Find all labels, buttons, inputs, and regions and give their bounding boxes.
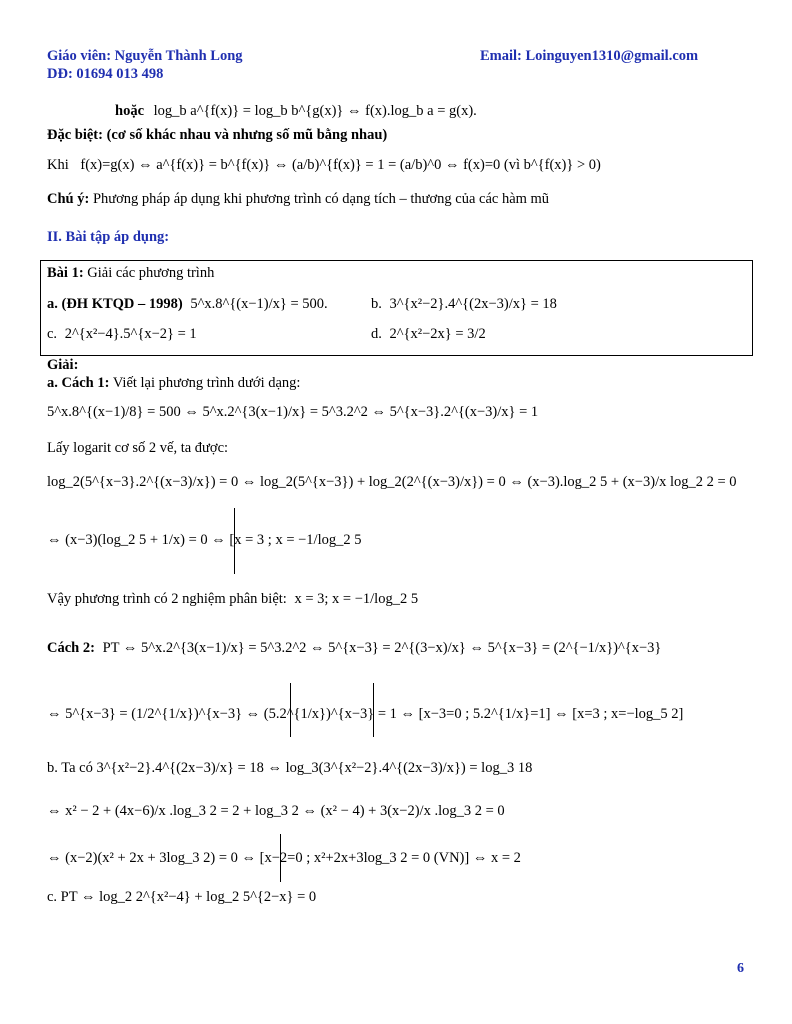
khi-formula: f(x)=g(x) ⇔ a^{f(x)} = b^{f(x)} ⇔ (a/b)^{f(x)} = 1 = (a/b)^0 ⇔ f(x)=0 (vì b^{f(x)} > 0) xyxy=(80,157,601,173)
take-log-text: Lấy logarit cơ số 2 vế, ta được: xyxy=(47,440,229,456)
conclusion-text: Vậy phương trình có 2 nghiệm phân biệt: xyxy=(47,591,287,607)
problem-a-equation: 5^x.8^{(x−1)/x} = 500. xyxy=(190,296,328,312)
problem-c xyxy=(47,326,197,343)
page-number: 6 xyxy=(737,961,744,976)
part-b-line-2: ⇔ x² − 2 + (4x−6)/x .log_3 2 = 2 + log_3 2 ⇔ (x² − 4) + 3(x−2)/x .log_3 2 = 0 xyxy=(47,803,505,819)
method2-label: Cách 2: xyxy=(47,640,95,656)
teacher-phone: DĐ: 01694 013 498 xyxy=(47,66,164,82)
problem-a xyxy=(47,296,328,313)
problem-d xyxy=(371,326,486,343)
method1-line xyxy=(47,375,300,392)
problem-d-label: d. xyxy=(371,326,382,342)
solution-heading: Giải: xyxy=(47,357,79,373)
method2-line xyxy=(47,640,661,657)
method1-text: Viết lại phương trình dưới dạng: xyxy=(112,375,301,391)
problem-c-equation: 2^{x²−4}.5^{x−2} = 1 xyxy=(64,326,197,342)
equation-a3: ⇔ (x−3)(log_2 5 + 1/x) = 0 ⇔ [x = 3 ; x = −1/log_2 5 xyxy=(47,532,362,548)
equation-a2: log_2(5^{x−3}.2^{(x−3)/x}) = 0 ⇔ log_2(5^{x−3}) + log_2(2^{(x−3)/x}) = 0 ⇔ (x−3).log_2 5 + (x−3)/x log_2 2 = 0 xyxy=(47,474,737,490)
conclusion-line xyxy=(47,591,418,608)
method1-label: a. Cách 1: xyxy=(47,375,110,391)
hoac-label: hoặc xyxy=(115,103,144,119)
problem-title xyxy=(47,265,214,282)
note-text: Phương pháp áp dụng khi phương trình có dạng tích – thương của các hàm mũ xyxy=(92,191,550,207)
part-b-line-1: b. Ta có 3^{x²−2}.4^{(2x−3)/x} = 18 ⇔ log_3(3^{x²−2}.4^{(2x−3)/x}) = log_3 18 xyxy=(47,760,533,776)
problem-b xyxy=(371,296,557,313)
khi-label: Khi xyxy=(47,157,69,173)
teacher-email: Email: Loinguyen1310@gmail.com xyxy=(480,48,699,64)
formula-line-khi xyxy=(47,157,601,174)
section-title: II. Bài tập áp dụng: xyxy=(47,229,170,245)
equation-a1: 5^x.8^{(x−1)/8} = 500 ⇔ 5^x.2^{3(x−1)/x} = 5^3.2^2 ⇔ 5^{x−3}.2^{(x−3)/x} = 1 xyxy=(47,404,539,420)
conclusion-math: x = 3; x = −1/log_2 5 xyxy=(294,591,419,607)
problem-label: Bài 1: xyxy=(47,265,84,281)
note-label: Chú ý: xyxy=(47,191,90,207)
problem-b-equation: 3^{x²−2}.4^{(2x−3)/x} = 18 xyxy=(389,296,557,312)
part-b-line-3: ⇔ (x−2)(x² + 2x + 3log_3 2) = 0 ⇔ [x−2=0 ; x²+2x+3log_3 2 = 0 (VN)] ⇔ x = 2 xyxy=(47,850,521,866)
teacher-name: Giáo viên: Nguyễn Thành Long xyxy=(47,48,243,64)
problem-a-label: a. (ĐH KTQD – 1998) xyxy=(47,296,183,312)
method2-equation-1: PT ⇔ 5^x.2^{3(x−1)/x} = 5^3.2^2 ⇔ 5^{x−3} = 2^{(3−x)/x} ⇔ 5^{x−3} = (2^{−1/x})^{x−3} xyxy=(102,640,662,656)
special-case-heading: Đặc biệt: (cơ số khác nhau và nhưng số mũ bằng nhau) xyxy=(47,127,388,143)
problem-d-equation: 2^{x²−2x} = 3/2 xyxy=(389,326,486,342)
formula-line-hoac xyxy=(115,103,477,120)
part-c-line-1: c. PT ⇔ log_2 2^{x²−4} + log_2 5^{2−x} = 0 xyxy=(47,889,317,905)
problem-instruction: Giải các phương trình xyxy=(87,265,215,281)
hoac-formula: log_b a^{f(x)} = log_b b^{g(x)} ⇔ f(x).log_b a = g(x). xyxy=(153,103,477,119)
note-line xyxy=(47,191,549,208)
problem-b-label: b. xyxy=(371,296,382,312)
problem-c-label: c. xyxy=(47,326,58,342)
method2-equation-2: ⇔ 5^{x−3} = (1/2^{1/x})^{x−3} ⇔ (5.2^{1/x})^{x−3} = 1 ⇔ [x−3=0 ; 5.2^{1/x}=1] ⇔ [x=3 ; x=−log_5 2] xyxy=(47,706,684,722)
